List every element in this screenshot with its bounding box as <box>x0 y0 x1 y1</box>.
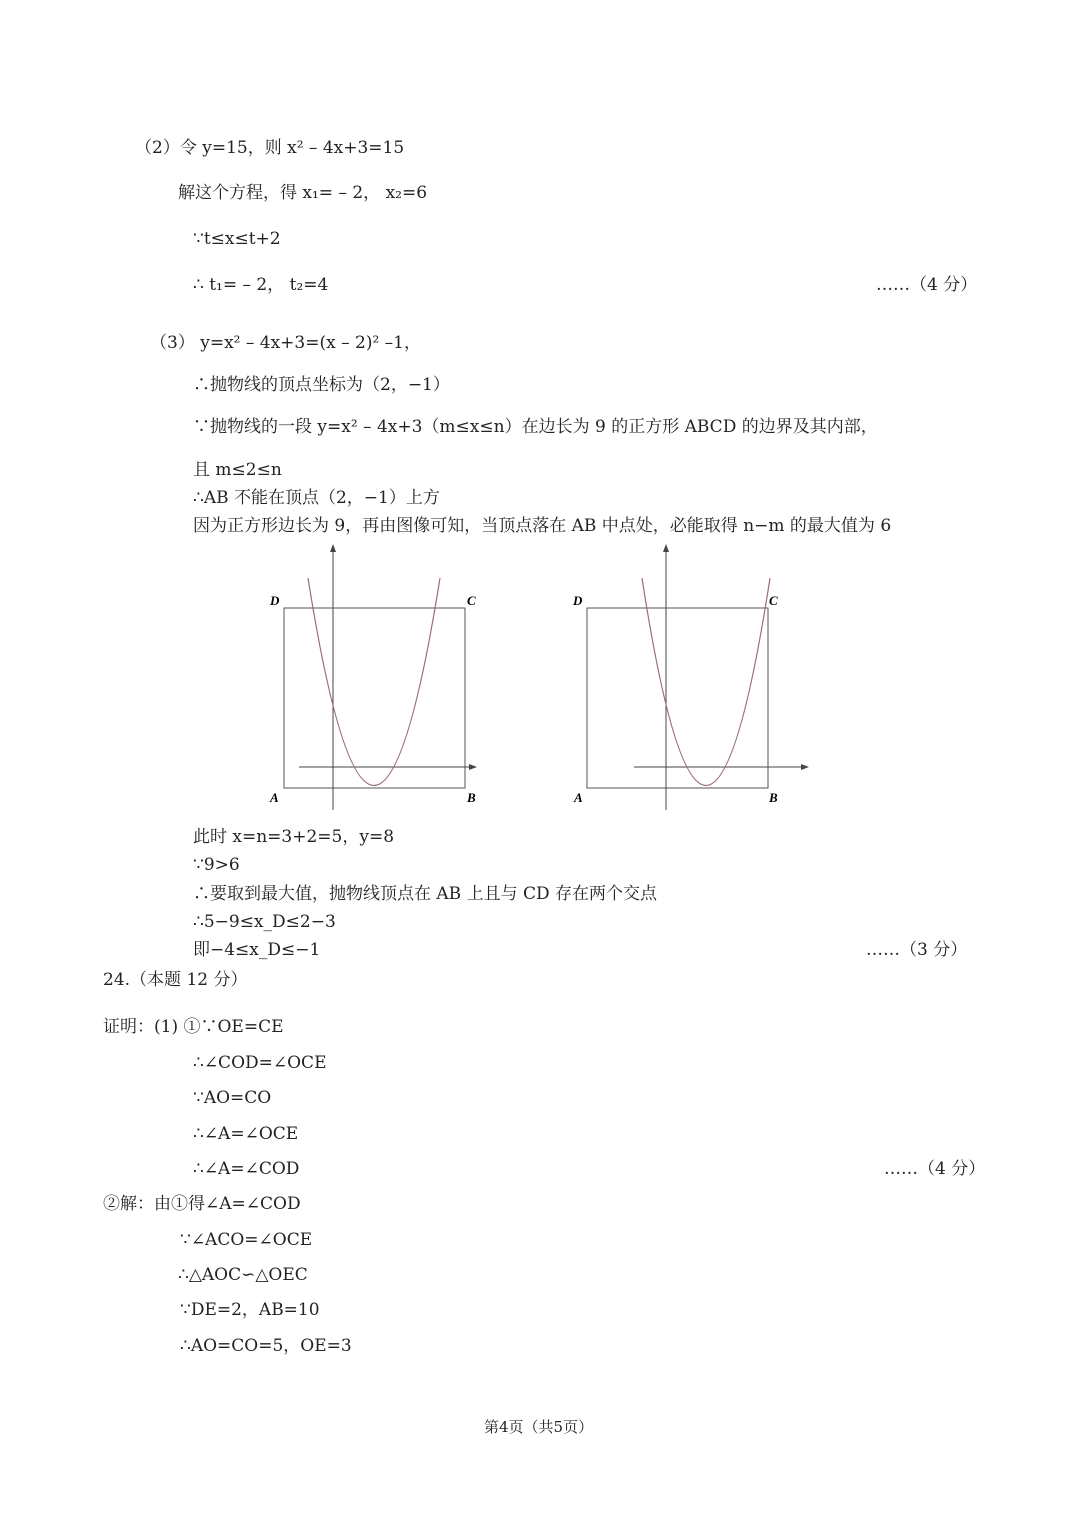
step-3-max-value: 因为正方形边长为 9，再由图像可知，当顶点落在 AB 中点处，必能取得 n−m 的最大值为 6 <box>193 516 892 536</box>
step-3-vertex: ∴抛物线的顶点坐标为（2，−1） <box>193 375 450 395</box>
figure-2-label-c: C <box>769 593 778 608</box>
page-footer: 第4页（共5页） <box>484 1418 594 1436</box>
step-3-ab-position: ∴AB 不能在顶点（2，−1）上方 <box>193 488 440 508</box>
proof-2-step-2: ∵∠ACO=∠OCE <box>180 1230 313 1250</box>
figure-1-label-d: D <box>270 593 280 608</box>
score-mark: ……（4 分） <box>876 275 978 295</box>
figure-2-label-d: D <box>573 593 583 608</box>
figure-2-label-a: A <box>574 790 583 805</box>
figure-1-label-a: A <box>270 790 279 805</box>
step-3-answer: 即−4≤x_D≤−1 <box>193 940 321 960</box>
step-3-range: 且 m≤2≤n <box>193 460 282 480</box>
step-2-solve: 解这个方程，得 x₁= – 2， x₂=6 <box>178 183 428 203</box>
score-mark: ……（4 分） <box>884 1159 986 1179</box>
proof-1-step-2: ∴∠COD=∠OCE <box>193 1053 327 1073</box>
step-2-result: ∴ t₁= – 2， t₂=4 <box>193 275 329 295</box>
step-2-condition: ∵t≤x≤t+2 <box>193 229 281 249</box>
proof-1-step-5: ∴∠A=∠COD <box>193 1159 300 1179</box>
step-3-compare: ∵9>6 <box>193 855 240 875</box>
figure-2-x-axis <box>634 764 809 770</box>
proof-2-step-5: ∴AO=CO=5，OE=3 <box>180 1336 352 1356</box>
proof-2-step-3: ∴△AOC∽△OEC <box>178 1265 308 1285</box>
proof-1-step-4: ∴∠A=∠OCE <box>193 1124 299 1144</box>
step-3-statement: ∵抛物线的一段 y=x² – 4x+3（m≤x≤n）在边长为 9 的正方形 ABCD 的边界及其内部， <box>193 417 878 437</box>
step-3-inequality: ∴5−9≤x_D≤2−3 <box>193 912 336 932</box>
figure-2-parabola <box>642 578 770 786</box>
step-3-condition: ∴要取到最大值，抛物线顶点在 AB 上且与 CD 存在两个交点 <box>193 884 658 904</box>
step-3-vertex-form: （3） y=x² – 4x+3=(x – 2)² –1， <box>150 333 421 353</box>
step-3-value: 此时 x=n=3+2=5，y=8 <box>193 827 395 847</box>
proof-1-start: 证明：(1) ①∵OE=CE <box>103 1017 284 1037</box>
score-mark: ……（3 分） <box>866 940 968 960</box>
figure-1-label-b: B <box>467 790 476 805</box>
figure-2-y-axis <box>663 544 669 810</box>
proof-2-step-4: ∵DE=2，AB=10 <box>180 1300 320 1320</box>
figure-2-label-b: B <box>769 790 778 805</box>
figure-2-square <box>587 608 768 788</box>
proof-1-step-3: ∵AO=CO <box>193 1088 272 1108</box>
figure-1-label-c: C <box>467 593 476 608</box>
question-24-heading: 24.（本题 12 分） <box>103 970 248 990</box>
step-2-equation: （2）令 y=15，则 x² – 4x+3=15 <box>135 138 405 158</box>
proof-2-start: ②解：由①得∠A=∠COD <box>103 1194 301 1214</box>
